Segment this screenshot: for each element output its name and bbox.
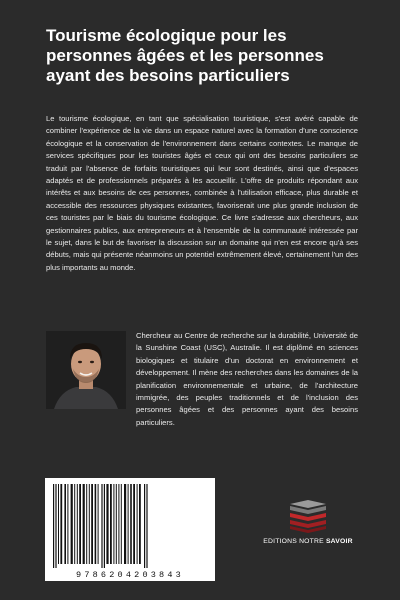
barcode-bar: [137, 484, 138, 564]
barcode-bar: [91, 484, 93, 564]
barcode-bar: [128, 484, 129, 564]
barcode-bar: [89, 484, 90, 564]
barcode-bar: [106, 484, 108, 564]
barcode-bar: [146, 484, 147, 568]
barcode-bar: [77, 484, 78, 564]
barcode-bar: [130, 484, 132, 564]
barcode-bar: [74, 484, 75, 564]
barcode-bar: [139, 484, 141, 564]
barcode-bar: [110, 484, 112, 564]
publisher-name-regular: EDITIONS NOTRE: [263, 538, 326, 545]
barcode-bar: [95, 484, 97, 564]
publisher-name-bold: SAVOIR: [325, 538, 353, 545]
barcode-bar: [58, 484, 59, 564]
barcode-bar: [144, 484, 145, 568]
barcode-bar: [124, 484, 126, 564]
barcode-bar: [71, 484, 73, 564]
barcode-bar: [118, 484, 119, 564]
book-title: Tourisme écologique pour les personnes âgées et les personnes ayant des besoins particuliers: [46, 26, 324, 85]
barcode-bar: [116, 484, 117, 564]
publisher-name: [258, 538, 358, 545]
barcode-bar: [83, 484, 85, 564]
book-stack-logo-icon: [286, 498, 330, 534]
barcode-bar: [101, 484, 102, 568]
barcode-bar: [104, 484, 105, 568]
publisher-logo-block: [258, 498, 358, 558]
barcode-bar: [67, 484, 68, 564]
barcode-bar: [79, 484, 81, 564]
barcode-bar: [55, 484, 56, 568]
barcode-bar: [53, 484, 54, 568]
author-photo: [46, 331, 126, 409]
isbn-barcode: [45, 478, 215, 581]
barcode-bar: [98, 484, 99, 564]
book-description: Le tourisme écologique, en tant que spécialisation touristique, s'est avéré capable de combiner l'expérience de la vie dans un espace naturel avec la formation d'une conscience écologique et la conservation de l'environnement dans certains contextes. Le manque de services spécifiques pour les touristes âgés et ceux qui ont des besoins particuliers se traduit par l'absence de forfaits touristiques qui leur sont destinés, ainsi que d'espaces adaptés et de professionnels préparés à les accueillir. L'offre de produits répondant aux intérêts et aux besoins de ces personnes, combinée à l'utilisation efficace, plus durable et accessible des ressources physiques existantes, favoriserait une plus grande inclusion de ces touristes par le biais du tourisme écologique. Ce livre s'adresse aux chercheurs, aux gestionnaires publics, aux entrepreneurs et à l'ensemble de la communauté intéressée par le sujet, dans le but de favoriser la discussion sur un domaine qui n'en est encore qu'à ses débuts, mais qui présente néanmoins un potentiel extrêmement élevé, certainement l'un des plus importants au monde.: [46, 114, 358, 272]
barcode-bar: [133, 484, 135, 564]
barcode-bar: [64, 484, 66, 564]
author-biography: Chercheur au Centre de recherche sur la durabilité, Université de la Sunshine Coast (USC), Australie. Il est diplômé en sciences biologiques et titulaire d'un doctorat en environnement et développement. Il mène des recherches dans les domaines de la planification environnementale et urbaine, de l'architecture immigrée, des peuples traditionnels et de l'inclusion des personnes âgées et des personnes ayant des besoins particuliers.: [136, 331, 358, 427]
barcode-bar: [60, 484, 62, 564]
isbn-number: 9786204203843: [76, 570, 184, 580]
barcode-bar: [121, 484, 122, 564]
barcode-bar: [113, 484, 114, 564]
barcode-bar: [86, 484, 87, 564]
